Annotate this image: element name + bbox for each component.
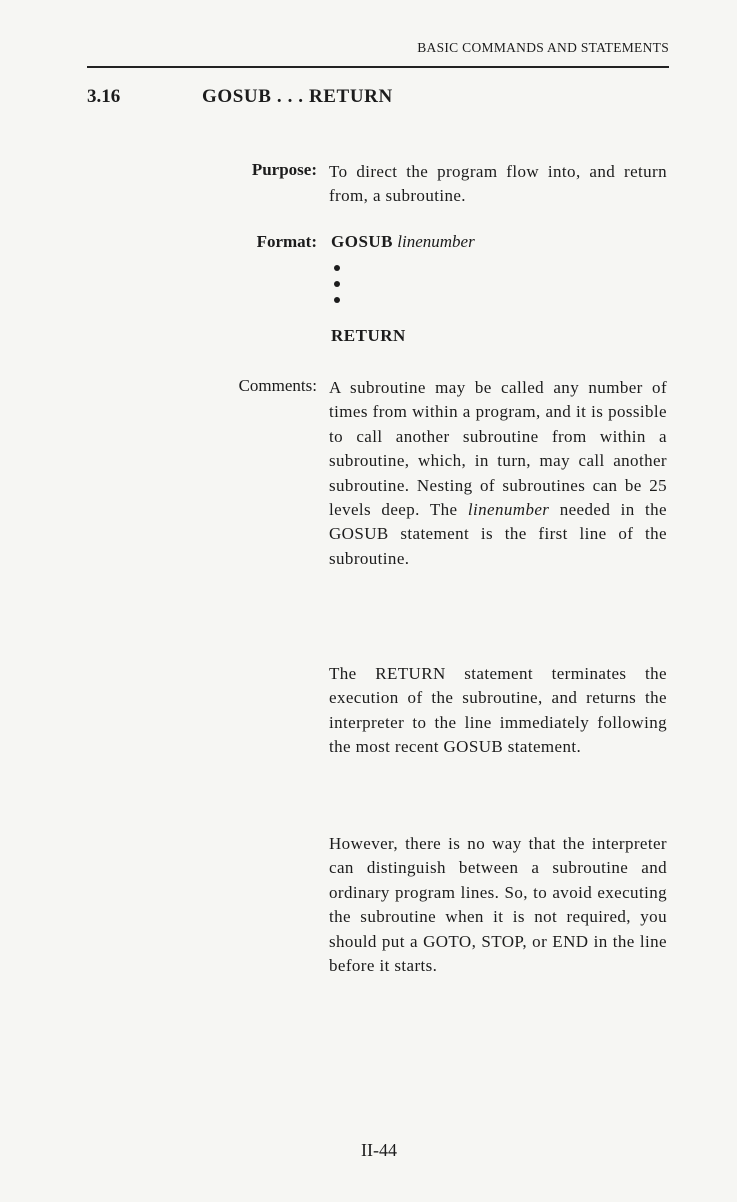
format-label: Format: <box>256 232 317 251</box>
comments-label: Comments: <box>238 376 317 395</box>
comments-paragraph-1-italic: linenumber <box>467 500 550 520</box>
section-title: GOSUB . . . RETURN <box>202 86 393 107</box>
format-argument: linenumber <box>397 232 475 251</box>
format-end-keyword: RETURN <box>331 326 406 345</box>
comments-paragraph-3: However, there is no way that the interpreter can distinguish between a subroutine and ordinary program lines. So, to avoid executing the subroutine when it is not required, you should put a GOTO, STOP, or END in the line before it starts. <box>329 834 667 976</box>
format-syntax <box>331 232 475 252</box>
ellipsis-dot-2 <box>334 281 340 287</box>
comments-paragraph-1-start: A subroutine may be called any number of times from within a program, and it is possible to call another subroutine from within a subroutine, which, in turn, may call another subroutine. Nesting of subroutines can be 25 levels deep. The <box>329 378 667 520</box>
section-number: 3.16 <box>87 86 121 107</box>
running-head: BASIC COMMANDS AND STATEMENTS <box>417 40 669 55</box>
comments-paragraph-1-end: needed in the GOSUB statement is the first line of the subroutine. <box>329 500 667 568</box>
show-through-artifact <box>110 40 116 61</box>
purpose-label: Purpose: <box>251 160 317 179</box>
ellipsis-dot-1 <box>334 265 340 271</box>
page-number: II-44 <box>361 1140 397 1160</box>
purpose-text: To direct the program flow into, and return from, a subroutine. <box>329 162 667 206</box>
format-keyword: GOSUB <box>331 232 394 251</box>
header-rule <box>87 66 669 68</box>
comments-paragraph-1 <box>329 376 667 571</box>
ellipsis-dot-3 <box>334 297 340 303</box>
comments-paragraph-2: The RETURN statement terminates the execution of the subroutine, and returns the interpreter to the line immediately following the most recent GOSUB statement. <box>329 664 667 757</box>
